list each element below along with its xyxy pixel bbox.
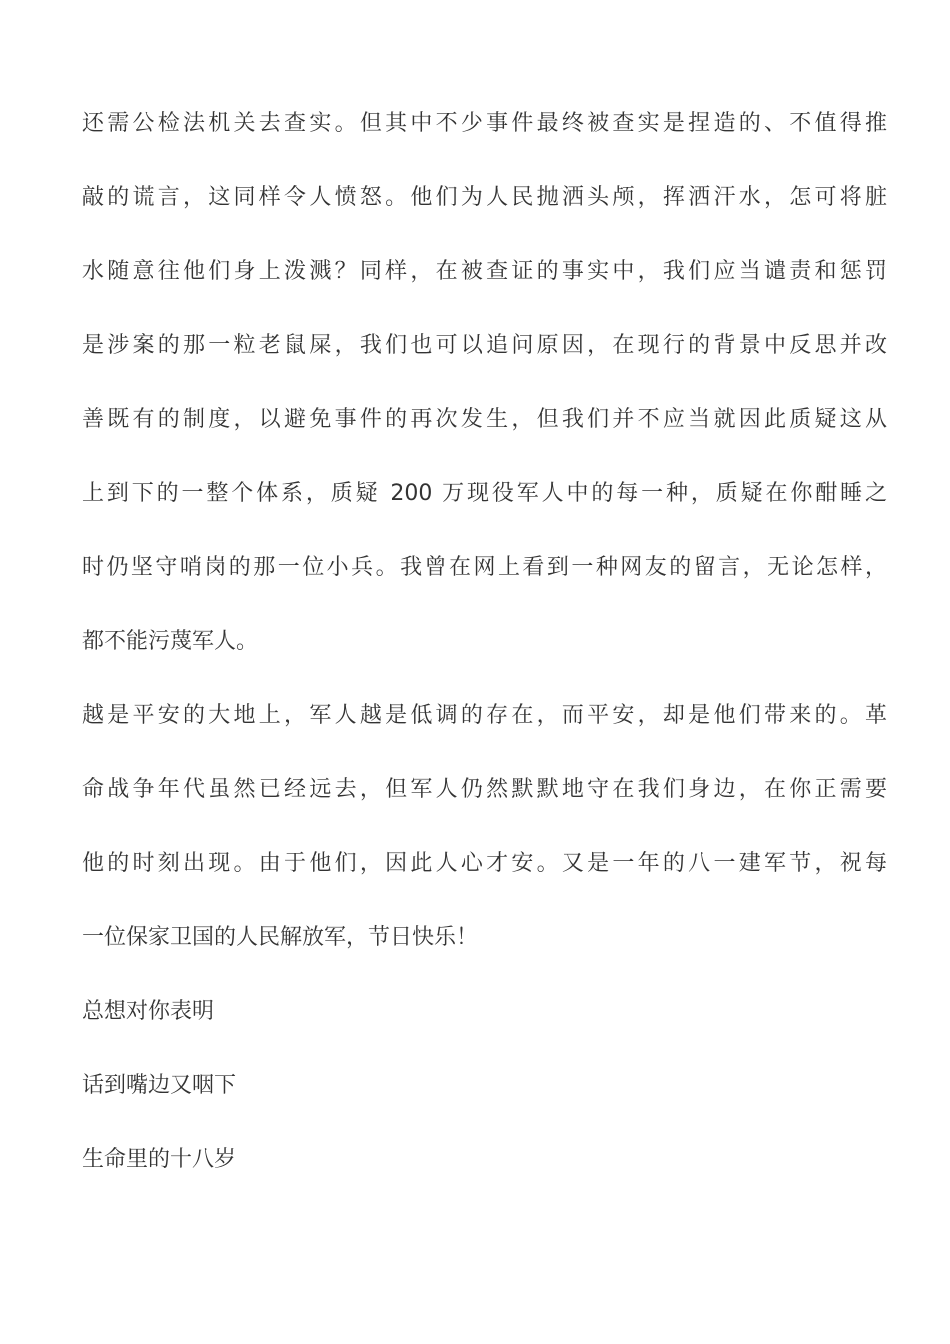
paragraph-line-8: 都不能污蔑军人。 bbox=[82, 629, 259, 654]
paragraph-line-2: 敲的谎言，这同样令人愤怒。他们为人民抛洒头颅，挥洒汗水，怎可将脏 bbox=[82, 185, 887, 210]
paragraph-line-6: 上到下的一整个体系，质疑 200 万现役军人中的每一种，质疑在你酣睡之 bbox=[82, 481, 887, 506]
paragraph-line-1: 还需公检法机关去查实。但其中不少事件最终被查实是捏造的、不值得推 bbox=[82, 111, 887, 136]
paragraph-line-5: 善既有的制度，以避免事件的再次发生，但我们并不应当就因此质疑这从 bbox=[82, 407, 887, 432]
paragraph-line-4: 是涉案的那一粒老鼠屎，我们也可以追问原因，在现行的背景中反思并改 bbox=[82, 333, 887, 358]
paragraph-line-9: 越是平安的大地上，军人越是低调的存在，而平安，却是他们带来的。革 bbox=[82, 703, 887, 728]
poem-line-2: 话到嘴边又咽下 bbox=[82, 1073, 237, 1098]
paragraph-line-10: 命战争年代虽然已经远去，但军人仍然默默地守在我们身边，在你正需要 bbox=[82, 777, 887, 802]
paragraph-line-7: 时仍坚守哨岗的那一位小兵。我曾在网上看到一种网友的留言，无论怎样， bbox=[82, 555, 887, 580]
poem-line-3: 生命里的十八岁 bbox=[82, 1147, 237, 1172]
paragraph-line-3: 水随意往他们身上泼溅？同样，在被查证的事实中，我们应当谴责和惩罚 bbox=[82, 259, 887, 284]
poem-line-1: 总想对你表明 bbox=[82, 999, 215, 1024]
document-page bbox=[82, 113, 887, 1223]
paragraph-line-12: 一位保家卫国的人民解放军，节日快乐！ bbox=[82, 925, 479, 950]
paragraph-line-11: 他的时刻出现。由于他们，因此人心才安。又是一年的八一建军节，祝每 bbox=[82, 851, 887, 876]
